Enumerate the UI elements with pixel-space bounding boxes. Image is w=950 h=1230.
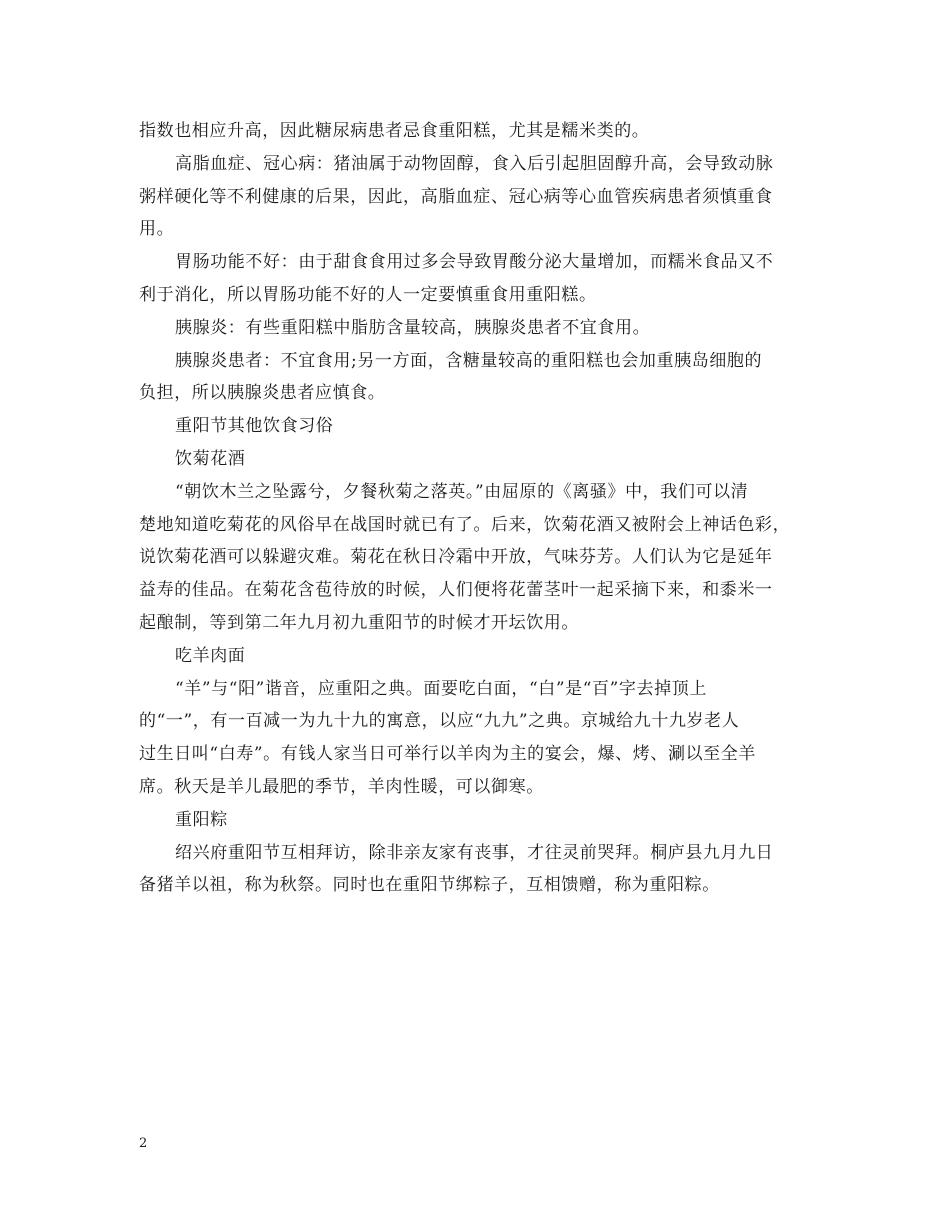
text-line: 粥样硬化等不利健康的后果，因此，高脂血症、冠心病等心血管疾病患者须慎重食 (139, 186, 773, 207)
text-line: 说饮菊花酒可以躲避灾难。菊花在秋日冷霜中开放，气味芬芳。人们认为它是延年 (139, 547, 773, 568)
text-line: 胃肠功能不好：由于甜食食用过多会导致胃酸分泌大量增加，而糯米食品又不 (175, 252, 774, 273)
text-line: 高脂血症、冠心病：猪油属于动物固醇，食入后引起胆固醇升高，会导致动脉 (175, 153, 774, 174)
page-number: 2 (139, 1136, 148, 1151)
text-line: 胰腺炎患者：不宜食用;另一方面，含糖量较高的重阳糕也会加重胰岛细胞的 (175, 350, 763, 371)
text-line: “朝饮木兰之坠露兮，夕餐秋菊之落英。”由屈原的《离骚》中，我们可以清 (175, 481, 749, 502)
section-heading: 重阳节其他饮食习俗 (175, 416, 334, 437)
text-line: 用。 (139, 219, 175, 240)
subsection-heading: 饮菊花酒 (175, 448, 246, 469)
text-line: 绍兴府重阳节互相拜访，除非亲友家有丧事，才往灵前哭拜。桐庐县九月九日 (175, 842, 774, 863)
text-line: 过生日叫“白寿”。有钱人家当日可举行以羊肉为主的宴会，爆、烤、涮以至全羊 (139, 744, 756, 765)
text-line: 胰腺炎：有些重阳糕中脂肪含量较高，胰腺炎患者不宜食用。 (175, 317, 651, 338)
subsection-heading: 重阳粽 (175, 809, 228, 830)
text-line: 利于消化，所以胃肠功能不好的人一定要慎重食用重阳糕。 (139, 284, 597, 305)
text-line: 备猪羊以祖，称为秋祭。同时也在重阳节绑粽子，互相馈赠，称为重阳粽。 (139, 875, 720, 896)
text-line: 起酿制，等到第二年九月初九重阳节的时候才开坛饮用。 (139, 612, 579, 633)
subsection-heading: 吃羊肉面 (175, 645, 246, 666)
text-line: 益寿的佳品。在菊花含苞待放的时候，人们便将花蕾茎叶一起采摘下来，和黍米一 (139, 580, 773, 601)
text-line: 指数也相应升高，因此糖尿病患者忌食重阳糕，尤其是糯米类的。 (139, 121, 650, 141)
text-line: 负担，所以胰腺炎患者应慎食。 (139, 383, 386, 404)
text-line: “羊”与“阳”谐音，应重阳之典。面要吃白面，“白”是“百”字去掉顶上 (175, 678, 707, 699)
text-line: 的“一”，有一百减一为九十九的寓意，以应“九九”之典。京城给九十九岁老人 (139, 711, 740, 732)
text-line: 楚地知道吃菊花的风俗早在战国时就已有了。后来，饮菊花酒又被附会上神话色彩， (139, 514, 791, 535)
text-line: 席。秋天是羊儿最肥的季节，羊肉性暖，可以御寒。 (139, 776, 544, 797)
body-text (139, 115, 825, 902)
